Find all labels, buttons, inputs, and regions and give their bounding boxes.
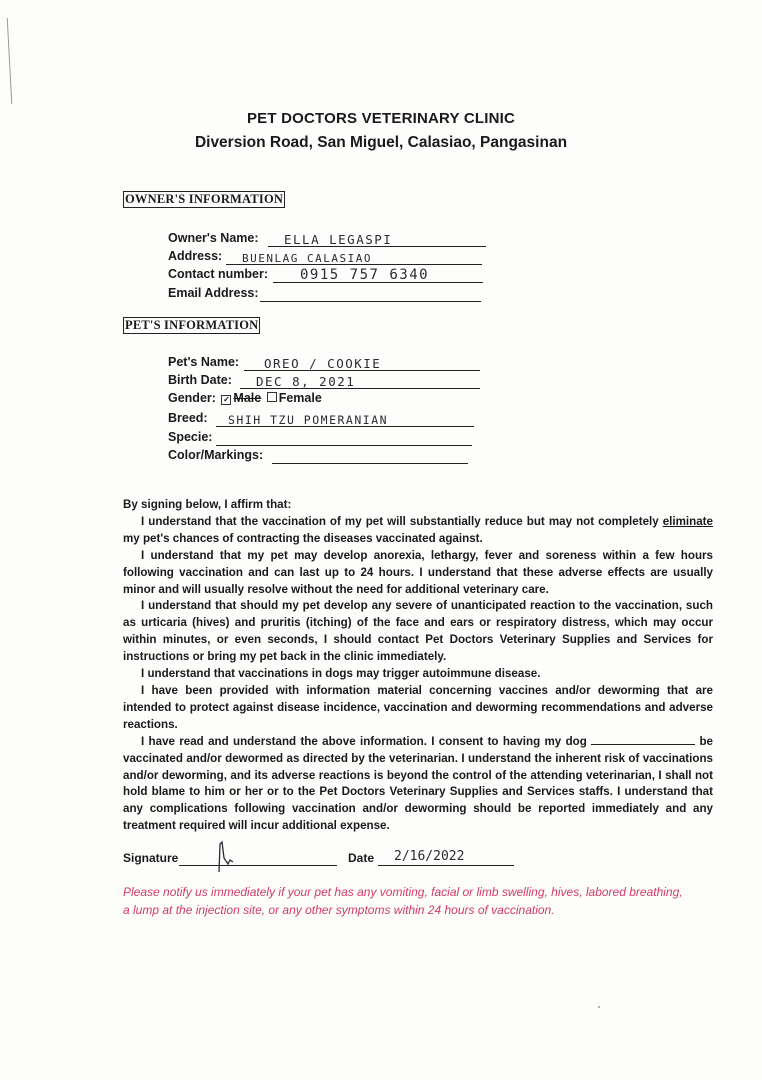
signature-label: Signature bbox=[123, 851, 179, 865]
eliminate-underlined: eliminate bbox=[662, 514, 713, 528]
breed-field[interactable] bbox=[168, 409, 488, 427]
birth-date-label: Birth Date: bbox=[168, 373, 232, 387]
breed-label: Breed: bbox=[168, 411, 208, 425]
pet-section-title: PET'S INFORMATION bbox=[125, 318, 259, 332]
breed-value: SHIH TZU POMERANIAN bbox=[228, 413, 389, 427]
dog-name-blank[interactable] bbox=[591, 734, 695, 745]
male-checkbox[interactable]: ✓ bbox=[223, 395, 230, 404]
owner-name-value: ELLA LEGASPI bbox=[284, 232, 393, 247]
owner-name-label: Owner's Name: bbox=[168, 231, 259, 245]
birth-date-field[interactable] bbox=[168, 371, 488, 389]
address-field[interactable] bbox=[168, 247, 488, 265]
date-field[interactable] bbox=[348, 848, 516, 866]
clinic-name: PET DOCTORS VETERINARY CLINIC bbox=[246, 110, 516, 127]
signature-line bbox=[179, 865, 337, 866]
specie-field[interactable] bbox=[168, 428, 488, 446]
consent-paragraph-4: I understand that vaccinations in dogs may trigger autoimmune disease. bbox=[141, 667, 541, 681]
email-label: Email Address: bbox=[168, 286, 259, 300]
consent-paragraph-6: I have read and understand the above information. I consent to having my dog be vaccinated and/or dewormed as directed by the veterinarian. I understand the inherent risk of vaccinations and/or deworming, and its adverse reactions is beyond the control of the attending veterinarian, I shall not hold blame to him or her or to the Pet Doctors Veterinary Supplies and Services staffs. I understand that any complications following vaccination and/or deworming should be reported immediately and any treatment required will incur additional expense. bbox=[123, 734, 713, 833]
birth-date-value: DEC 8, 2021 bbox=[256, 374, 356, 389]
consent-paragraph-5: I have been provided with information material concerning vaccines and/or deworming that are intended to protect against disease incidence, vaccination and deworming recommendations and adverse reactions. bbox=[123, 683, 713, 731]
email-field[interactable] bbox=[168, 284, 488, 302]
consent-intro: By signing below, I affirm that: bbox=[123, 498, 292, 511]
consent-paragraph-2: I understand that my pet may develop anorexia, lethargy, fever and soreness within a few hours following vaccination and can last up to 24 hours. I understand that these adverse effects are usually minor and will usually resolve without the need for additional veterinary care. bbox=[123, 548, 713, 596]
clinic-address: Diversion Road, San Miguel, Calasiao, Pangasinan bbox=[194, 134, 568, 151]
address-value: BUENLAG CALASIAO bbox=[242, 252, 372, 265]
pet-name-label: Pet's Name: bbox=[168, 355, 240, 369]
pet-name-value: OREO / COOKIE bbox=[264, 356, 382, 371]
owner-section-title: OWNER'S INFORMATION bbox=[125, 192, 284, 206]
female-checkbox[interactable] bbox=[267, 392, 277, 402]
contact-number-field[interactable] bbox=[168, 265, 488, 283]
contact-number-value: 0915 757 6340 bbox=[300, 267, 430, 283]
male-option-label: Male bbox=[233, 391, 262, 405]
scan-speck bbox=[598, 1006, 600, 1008]
contact-number-label: Contact number: bbox=[168, 267, 268, 281]
color-markings-label: Color/Markings: bbox=[168, 448, 264, 462]
date-line bbox=[378, 865, 514, 866]
gender-label: Gender: bbox=[168, 391, 216, 405]
scan-edge-line bbox=[7, 18, 12, 104]
signature-scribble bbox=[216, 838, 240, 876]
consent-paragraph-3: I understand that should my pet develop any severe of unanticipated reaction to the vaccination, such as urticaria (hives) and pruritis (itching) of the face and ears or respiratory distress, which may occur within minutes, or even seconds, I should contact Pet Doctors Veterinary Supplies and Services for instructions or bring my pet back in the clinic immediately. bbox=[123, 599, 713, 664]
color-markings-line bbox=[272, 463, 468, 464]
email-line bbox=[260, 301, 481, 302]
date-value: 2/16/2022 bbox=[394, 849, 465, 864]
gender-field bbox=[168, 391, 322, 405]
color-markings-field[interactable] bbox=[168, 446, 488, 464]
consent-paragraph-1: I understand that the vaccination of my pet will substantially reduce but may not completely eliminate my pet's chances of contracting the diseases vaccinated against. bbox=[123, 514, 713, 545]
vaccination-notice: Please notify us immediately if your pet has any vomiting, facial or limb swelling, hives, labored breathing, a lump at the injection site, or any other symptoms within 24 hours of vaccination. bbox=[123, 885, 683, 917]
pet-name-field[interactable] bbox=[168, 353, 488, 371]
specie-label: Specie: bbox=[168, 430, 213, 444]
address-label: Address: bbox=[168, 249, 223, 263]
owner-name-field[interactable] bbox=[168, 229, 488, 247]
female-option-label: Female bbox=[278, 391, 322, 405]
date-label: Date bbox=[348, 851, 375, 865]
consent-text bbox=[123, 497, 713, 835]
